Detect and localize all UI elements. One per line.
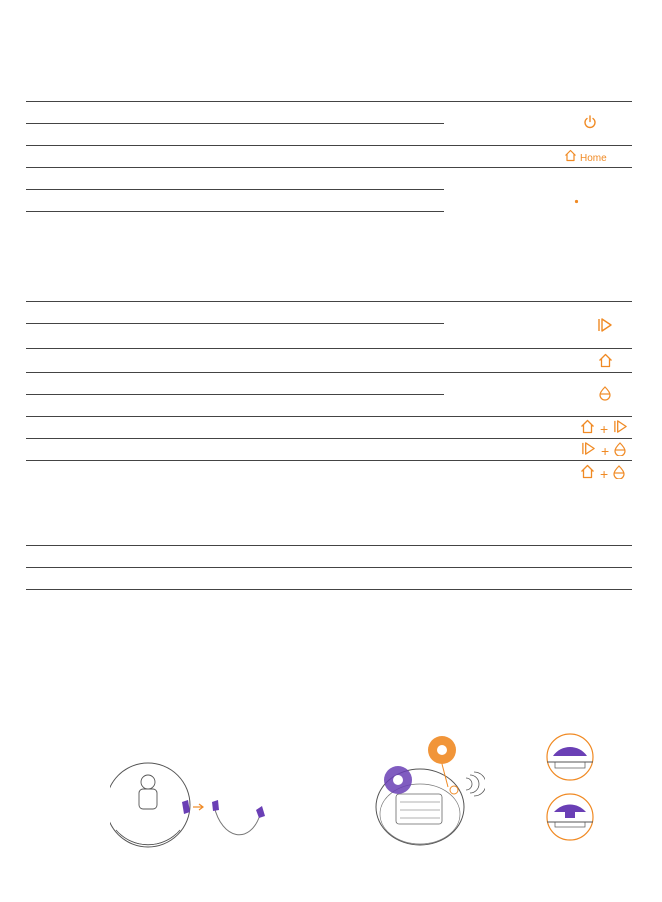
home-icon (564, 149, 577, 167)
robot-top-view-illustration (110, 760, 280, 855)
home-icon (580, 464, 595, 484)
start-icon (597, 317, 613, 333)
table-rule (26, 189, 444, 190)
start-icon (581, 441, 596, 461)
table-rule (26, 211, 444, 212)
power-icon (583, 115, 597, 129)
indicator-dot-icon (574, 199, 579, 204)
table-rule (26, 438, 632, 439)
table-rule (26, 101, 632, 102)
plus-sign: + (600, 421, 609, 437)
table-rule (26, 167, 632, 168)
home-icon (598, 353, 613, 368)
table-rule (26, 145, 632, 146)
spot-clean-icon (613, 465, 625, 484)
table-rule (26, 567, 632, 568)
combo-home-spot (580, 464, 625, 484)
table-rule (26, 372, 632, 373)
home-icon (580, 419, 595, 439)
table-rule (26, 589, 632, 590)
spot-clean-icon (614, 442, 626, 461)
start-icon (613, 419, 628, 439)
table-rule (26, 394, 444, 395)
side-brush-detail-illustration (545, 732, 600, 844)
table-rule (26, 123, 444, 124)
table-rule (26, 301, 632, 302)
robot-underside-illustration (370, 732, 485, 850)
plus-sign: + (600, 466, 609, 482)
spot-clean-icon (599, 386, 611, 400)
table-rule (26, 323, 444, 324)
combo-start-spot (581, 441, 626, 461)
home-label: Home (580, 152, 607, 164)
table-rule (26, 460, 632, 461)
table-rule (26, 348, 632, 349)
plus-sign: + (601, 443, 610, 459)
table-rule (26, 545, 632, 546)
table-rule (26, 416, 632, 417)
combo-home-start (580, 419, 628, 439)
home-button-label (564, 149, 607, 167)
